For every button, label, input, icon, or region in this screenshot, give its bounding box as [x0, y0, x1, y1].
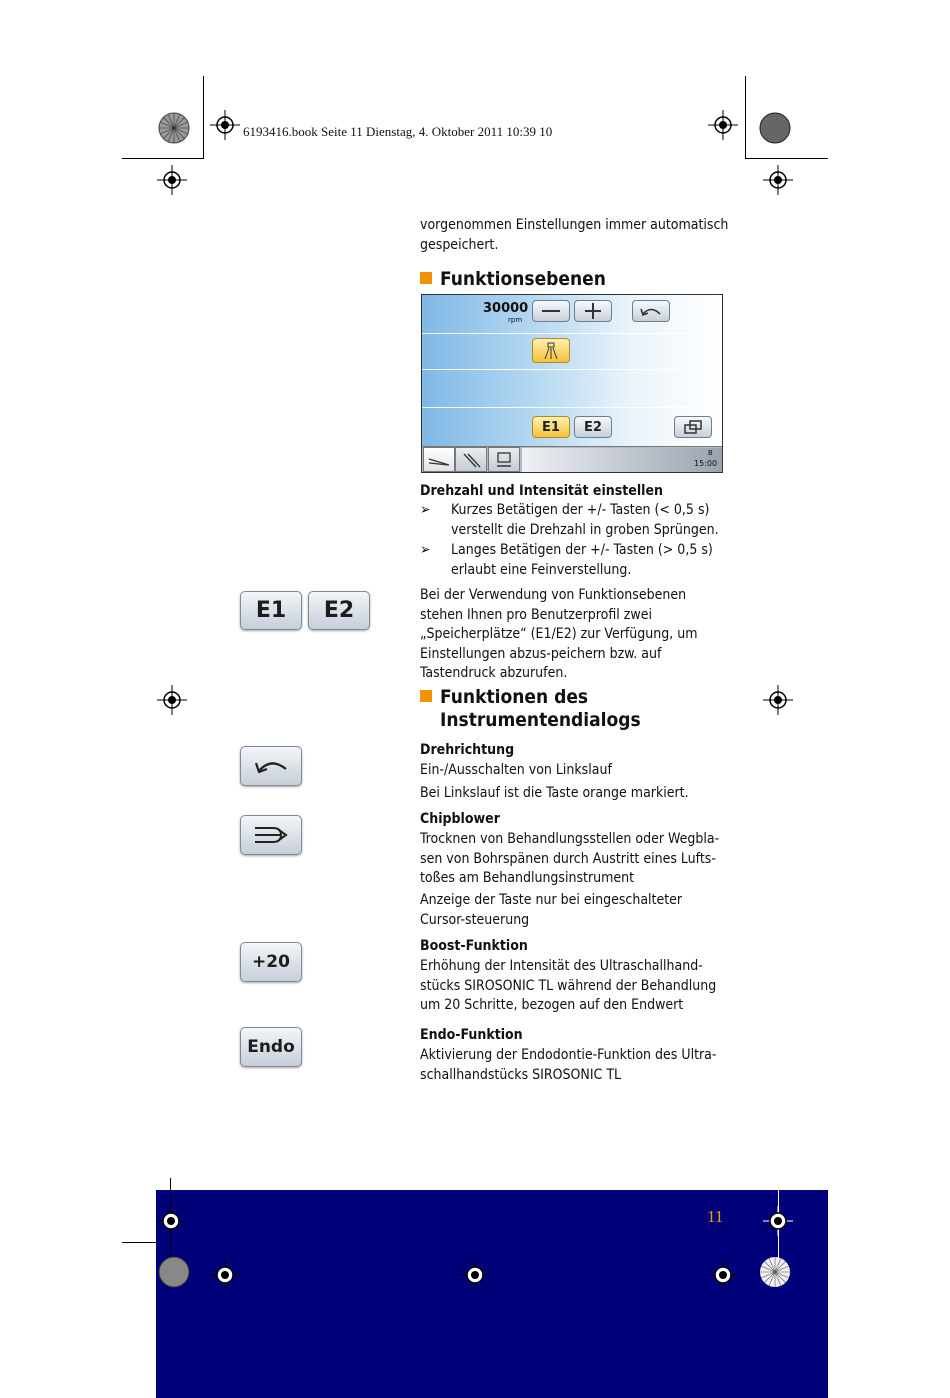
registration-mark-icon	[157, 165, 187, 195]
registration-mark-icon	[157, 685, 187, 715]
chipblower-icon	[251, 823, 291, 847]
device-screen	[421, 294, 723, 473]
orange-square-icon	[420, 272, 432, 284]
spray-icon	[542, 342, 560, 360]
arrow-bullet-icon: ➢	[420, 542, 431, 558]
e2-button[interactable]: E2	[574, 416, 612, 438]
instrument-tab-icon	[456, 448, 486, 472]
minus-button[interactable]	[532, 300, 570, 322]
intro-text: vorgenommen Einstellungen immer automatisch gespeichert.	[420, 217, 729, 253]
e1-button-illustration: E1	[240, 591, 302, 630]
registration-mark-icon	[210, 1260, 240, 1290]
screen-divider	[422, 369, 722, 370]
item-text: Erhöhung der Intensität des Ultraschallhand-stücks SIROSONIC TL während der Behandlung um 20 Schritte, bezogen auf den Endwert	[420, 958, 717, 1013]
registration-mark-icon	[763, 685, 793, 715]
bullet-item: ➢ Langes Betätigen der +/- Tasten (> 0,5 s) erlaubt eine Feinverstellung.	[420, 542, 713, 578]
undo-arrow-icon	[640, 305, 662, 317]
undo-arrow-icon	[253, 757, 289, 775]
subheading: Drehzahl und Intensität einstellen	[420, 483, 663, 499]
starburst-icon	[759, 112, 791, 144]
registration-mark-icon	[460, 1260, 490, 1290]
item-heading: Endo-Funktion	[420, 1027, 523, 1043]
window-button[interactable]	[674, 416, 712, 438]
monitor-icon	[489, 448, 519, 472]
registration-mark-icon	[708, 1260, 738, 1290]
status-area	[522, 448, 722, 472]
section-heading: Funktionsebenen	[420, 268, 606, 291]
header-meta: 6193416.book Seite 11 Dienstag, 4. Oktober 2011 10:39 10	[243, 124, 553, 139]
item-text: Ein-/Ausschalten von Linkslauf	[420, 762, 612, 778]
starburst-icon	[759, 1256, 791, 1288]
plus-button[interactable]	[574, 300, 612, 322]
item-heading: Drehrichtung	[420, 742, 515, 758]
plus-icon	[585, 303, 601, 319]
starburst-icon	[158, 1256, 190, 1288]
registration-mark-icon	[156, 1206, 186, 1236]
crop-line	[203, 76, 204, 158]
endo-button-illustration: Endo	[240, 1027, 302, 1067]
tab-monitor[interactable]	[488, 447, 520, 472]
e2-button-illustration: E2	[308, 591, 370, 630]
crop-line	[745, 76, 746, 158]
rotation-direction-button[interactable]	[632, 300, 670, 322]
speed-unit: rpm	[508, 316, 523, 324]
item-text: Bei Linkslauf ist die Taste orange markiert.	[420, 785, 689, 801]
status-time: 15:00	[694, 459, 718, 468]
minus-icon	[542, 309, 560, 313]
registration-mark-icon	[763, 1206, 793, 1236]
speed-value: 30000	[483, 301, 529, 316]
item-text: Trocknen von Behandlungsstellen oder Wegbla-sen von Bohrspänen durch Austritt eines Lufts-toßes am Behandlungsinstrument	[420, 831, 720, 886]
bullet-item: ➢ Kurzes Betätigen der +/- Tasten (< 0,5 s) verstellt die Drehzahl in groben Sprüngen.	[420, 502, 719, 538]
item-text: Aktivierung der Endodontie-Funktion des Ultra-schallhandstücks SIROSONIC TL	[420, 1047, 717, 1083]
registration-mark-icon	[210, 110, 240, 140]
arrow-bullet-icon: ➢	[420, 502, 431, 518]
rotation-direction-illustration	[240, 746, 302, 786]
spray-button[interactable]	[532, 338, 570, 363]
footer-band	[156, 1190, 828, 1398]
chipblower-illustration	[240, 815, 302, 855]
item-heading: Boost-Funktion	[420, 938, 528, 954]
tab-instrument-2[interactable]	[455, 447, 487, 472]
item-heading: Chipblower	[420, 811, 500, 827]
crop-line	[745, 158, 828, 159]
item-text: Anzeige der Taste nur bei eingeschalteter Cursor-steuerung	[420, 892, 683, 928]
registration-mark-icon	[763, 165, 793, 195]
paragraph: Bei der Verwendung von Funktionsebenen stehen Ihnen pro Benutzerprofil zwei „Speicherplätze“ (E1/E2) zur Verfügung, um Einstellungen abzus-peichern bzw. auf Tastendruck abzurufen.	[420, 587, 698, 681]
section-heading: Funktionen des Instrumentendialogs	[420, 686, 641, 732]
screen-divider	[422, 333, 722, 334]
status-letter: B	[708, 449, 713, 457]
tab-instrument-1[interactable]	[423, 447, 455, 472]
screen-divider	[422, 407, 722, 408]
crop-line	[122, 158, 204, 159]
registration-mark-icon	[708, 110, 738, 140]
starburst-icon	[158, 112, 190, 144]
orange-square-icon	[420, 690, 432, 702]
page-number: 11	[707, 1207, 724, 1226]
boost-button-illustration: +20	[240, 942, 302, 982]
e1-button[interactable]: E1	[532, 416, 570, 438]
window-icon	[684, 420, 702, 434]
instrument-tab-icon	[424, 448, 454, 472]
